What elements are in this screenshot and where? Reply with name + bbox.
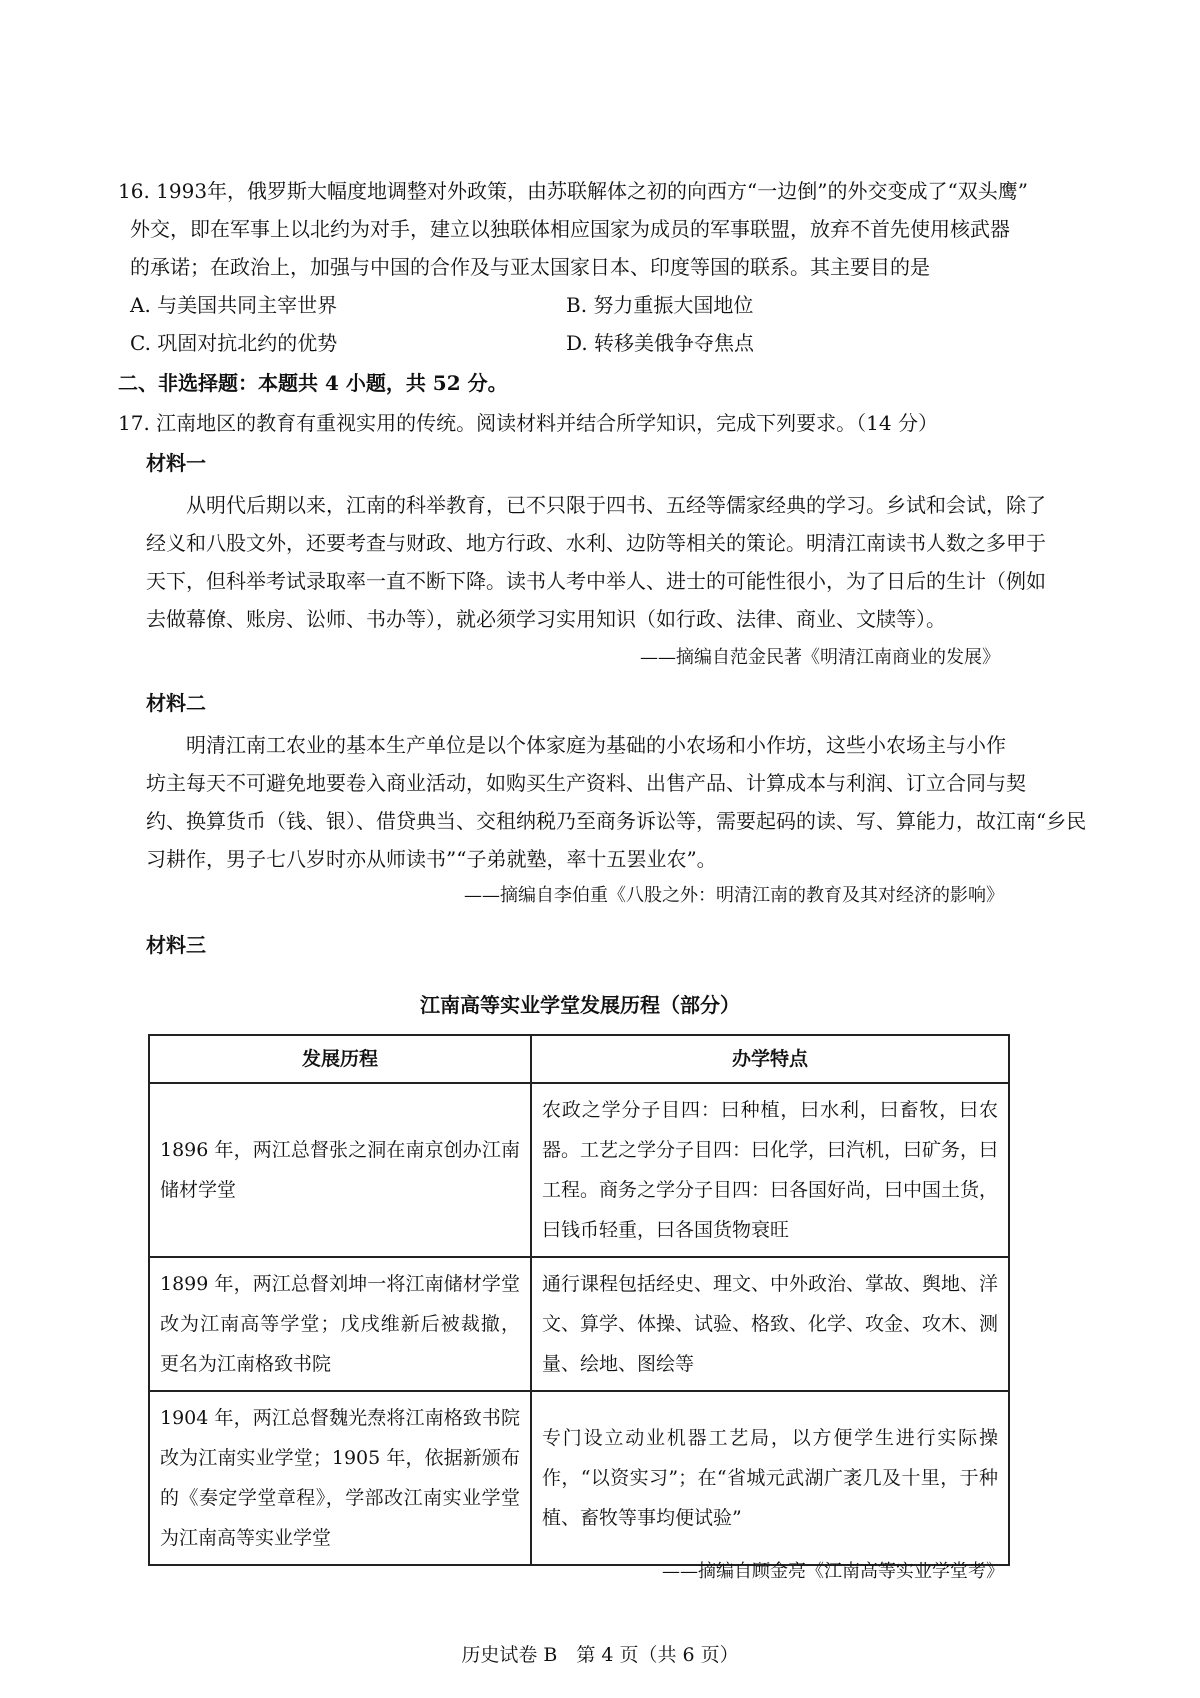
table-title: 江南高等实业学堂发展历程（部分） [420,993,740,1017]
material-1-line-2: 经义和八股文外，还要考查与财政、地方行政、水利、边防等相关的策论。明清江南读书人数之多甲于 [146,531,1046,555]
page-footer: 历史试卷 B 第 4 页（共 6 页） [461,1644,739,1666]
table-cell-features: 专门设立动业机器工艺局，以方便学生进行实际操作，“以资实习”；在“省城元武湖广袤几及十里，于种植、畜牧等事均便试验” [531,1391,1009,1565]
material-1-title: 材料一 [146,451,206,475]
material-2-source: ——摘编自李伯重《八股之外：明清江南的教育及其对经济的影响》 [464,885,1004,906]
section-2-heading: 二、非选择题：本题共 4 小题，共 52 分。 [118,371,508,395]
q16-line-1: 16. 1993年，俄罗斯大幅度地调整对外政策，由苏联解体之初的向西方“一边倒”的外交变成了“双头鹰” [118,179,1028,203]
q17-stem: 17. 江南地区的教育有重视实用的传统。阅读材料并结合所学知识，完成下列要求。（14 分） [118,411,938,435]
table-row [149,1391,1009,1565]
material-1-line-1: 从明代后期以来，江南的科举教育，已不只限于四书、五经等儒家经典的学习。乡试和会试，除了 [186,493,1046,517]
table-cell-history: 1904 年，两江总督魏光焘将江南格致书院改为江南实业学堂；1905 年，依据新颁布的《奏定学堂章程》，学部改江南实业学堂为江南高等实业学堂 [149,1391,531,1565]
table-cell-features: 农政之学分子目四：曰种植，曰水利，曰畜牧，曰农器。工艺之学分子目四：曰化学，曰汽机，曰矿务，曰工程。商务之学分子目四：曰各国好尚，曰中国土货，曰钱币轻重，曰各国货物衰旺 [531,1083,1009,1257]
table-header-features: 办学特点 [531,1035,1009,1083]
material-1-line-3: 天下，但科举考试录取率一直不断下降。读书人考中举人、进士的可能性很小，为了日后的生计（例如 [146,569,1046,593]
q16-option-a: A. 与美国共同主宰世界 [130,293,338,317]
history-table [148,1034,1010,1566]
q16-option-c: C. 巩固对抗北约的优势 [130,331,338,355]
table-header-row [149,1035,1009,1083]
material-1-source: ——摘编自范金民著《明清江南商业的发展》 [640,647,1000,668]
q16-line-2: 外交，即在军事上以北约为对手，建立以独联体相应国家为成员的军事联盟，放弃不首先使用核武器 [130,217,1010,241]
q16-option-d: D. 转移美俄争夺焦点 [566,331,755,355]
material-1-line-4: 去做幕僚、账房、讼师、书办等），就必须学习实用知识（如行政、法律、商业、文牍等）。 [146,607,946,631]
material-2-line-2: 坊主每天不可避免地要卷入商业活动，如购买生产资料、出售产品、计算成本与利润、订立合同与契 [146,771,1026,795]
material-3-source: ——摘编自顾金亮《江南高等实业学堂考》 [662,1561,1004,1582]
table-cell-features: 通行课程包括经史、理文、中外政治、掌故、舆地、洋文、算学、体操、试验、格致、化学、攻金、攻木、测量、绘地、图绘等 [531,1257,1009,1391]
table-header-history: 发展历程 [149,1035,531,1083]
material-2-line-1: 明清江南工农业的基本生产单位是以个体家庭为基础的小农场和小作坊，这些小农场主与小作 [186,733,1006,757]
table-cell-history: 1896 年，两江总督张之洞在南京创办江南储材学堂 [149,1083,531,1257]
table-row [149,1083,1009,1257]
table-cell-history: 1899 年，两江总督刘坤一将江南储材学堂改为江南高等学堂；戊戌维新后被裁撤，更名为江南格致书院 [149,1257,531,1391]
q16-line-3: 的承诺；在政治上，加强与中国的合作及与亚太国家日本、印度等国的联系。其主要目的是 [130,255,930,279]
material-2-title: 材料二 [146,691,206,715]
material-2-line-3: 约、换算货币（钱、银）、借贷典当、交租纳税乃至商务诉讼等，需要起码的读、写、算能力，故江南“乡民 [146,809,1087,833]
material-2-line-4: 习耕作，男子七八岁时亦从师读书”“子弟就塾，率十五罢业农”。 [146,847,717,871]
material-3-title: 材料三 [146,933,206,957]
q16-option-b: B. 努力重振大国地位 [566,293,754,317]
table-row [149,1257,1009,1391]
